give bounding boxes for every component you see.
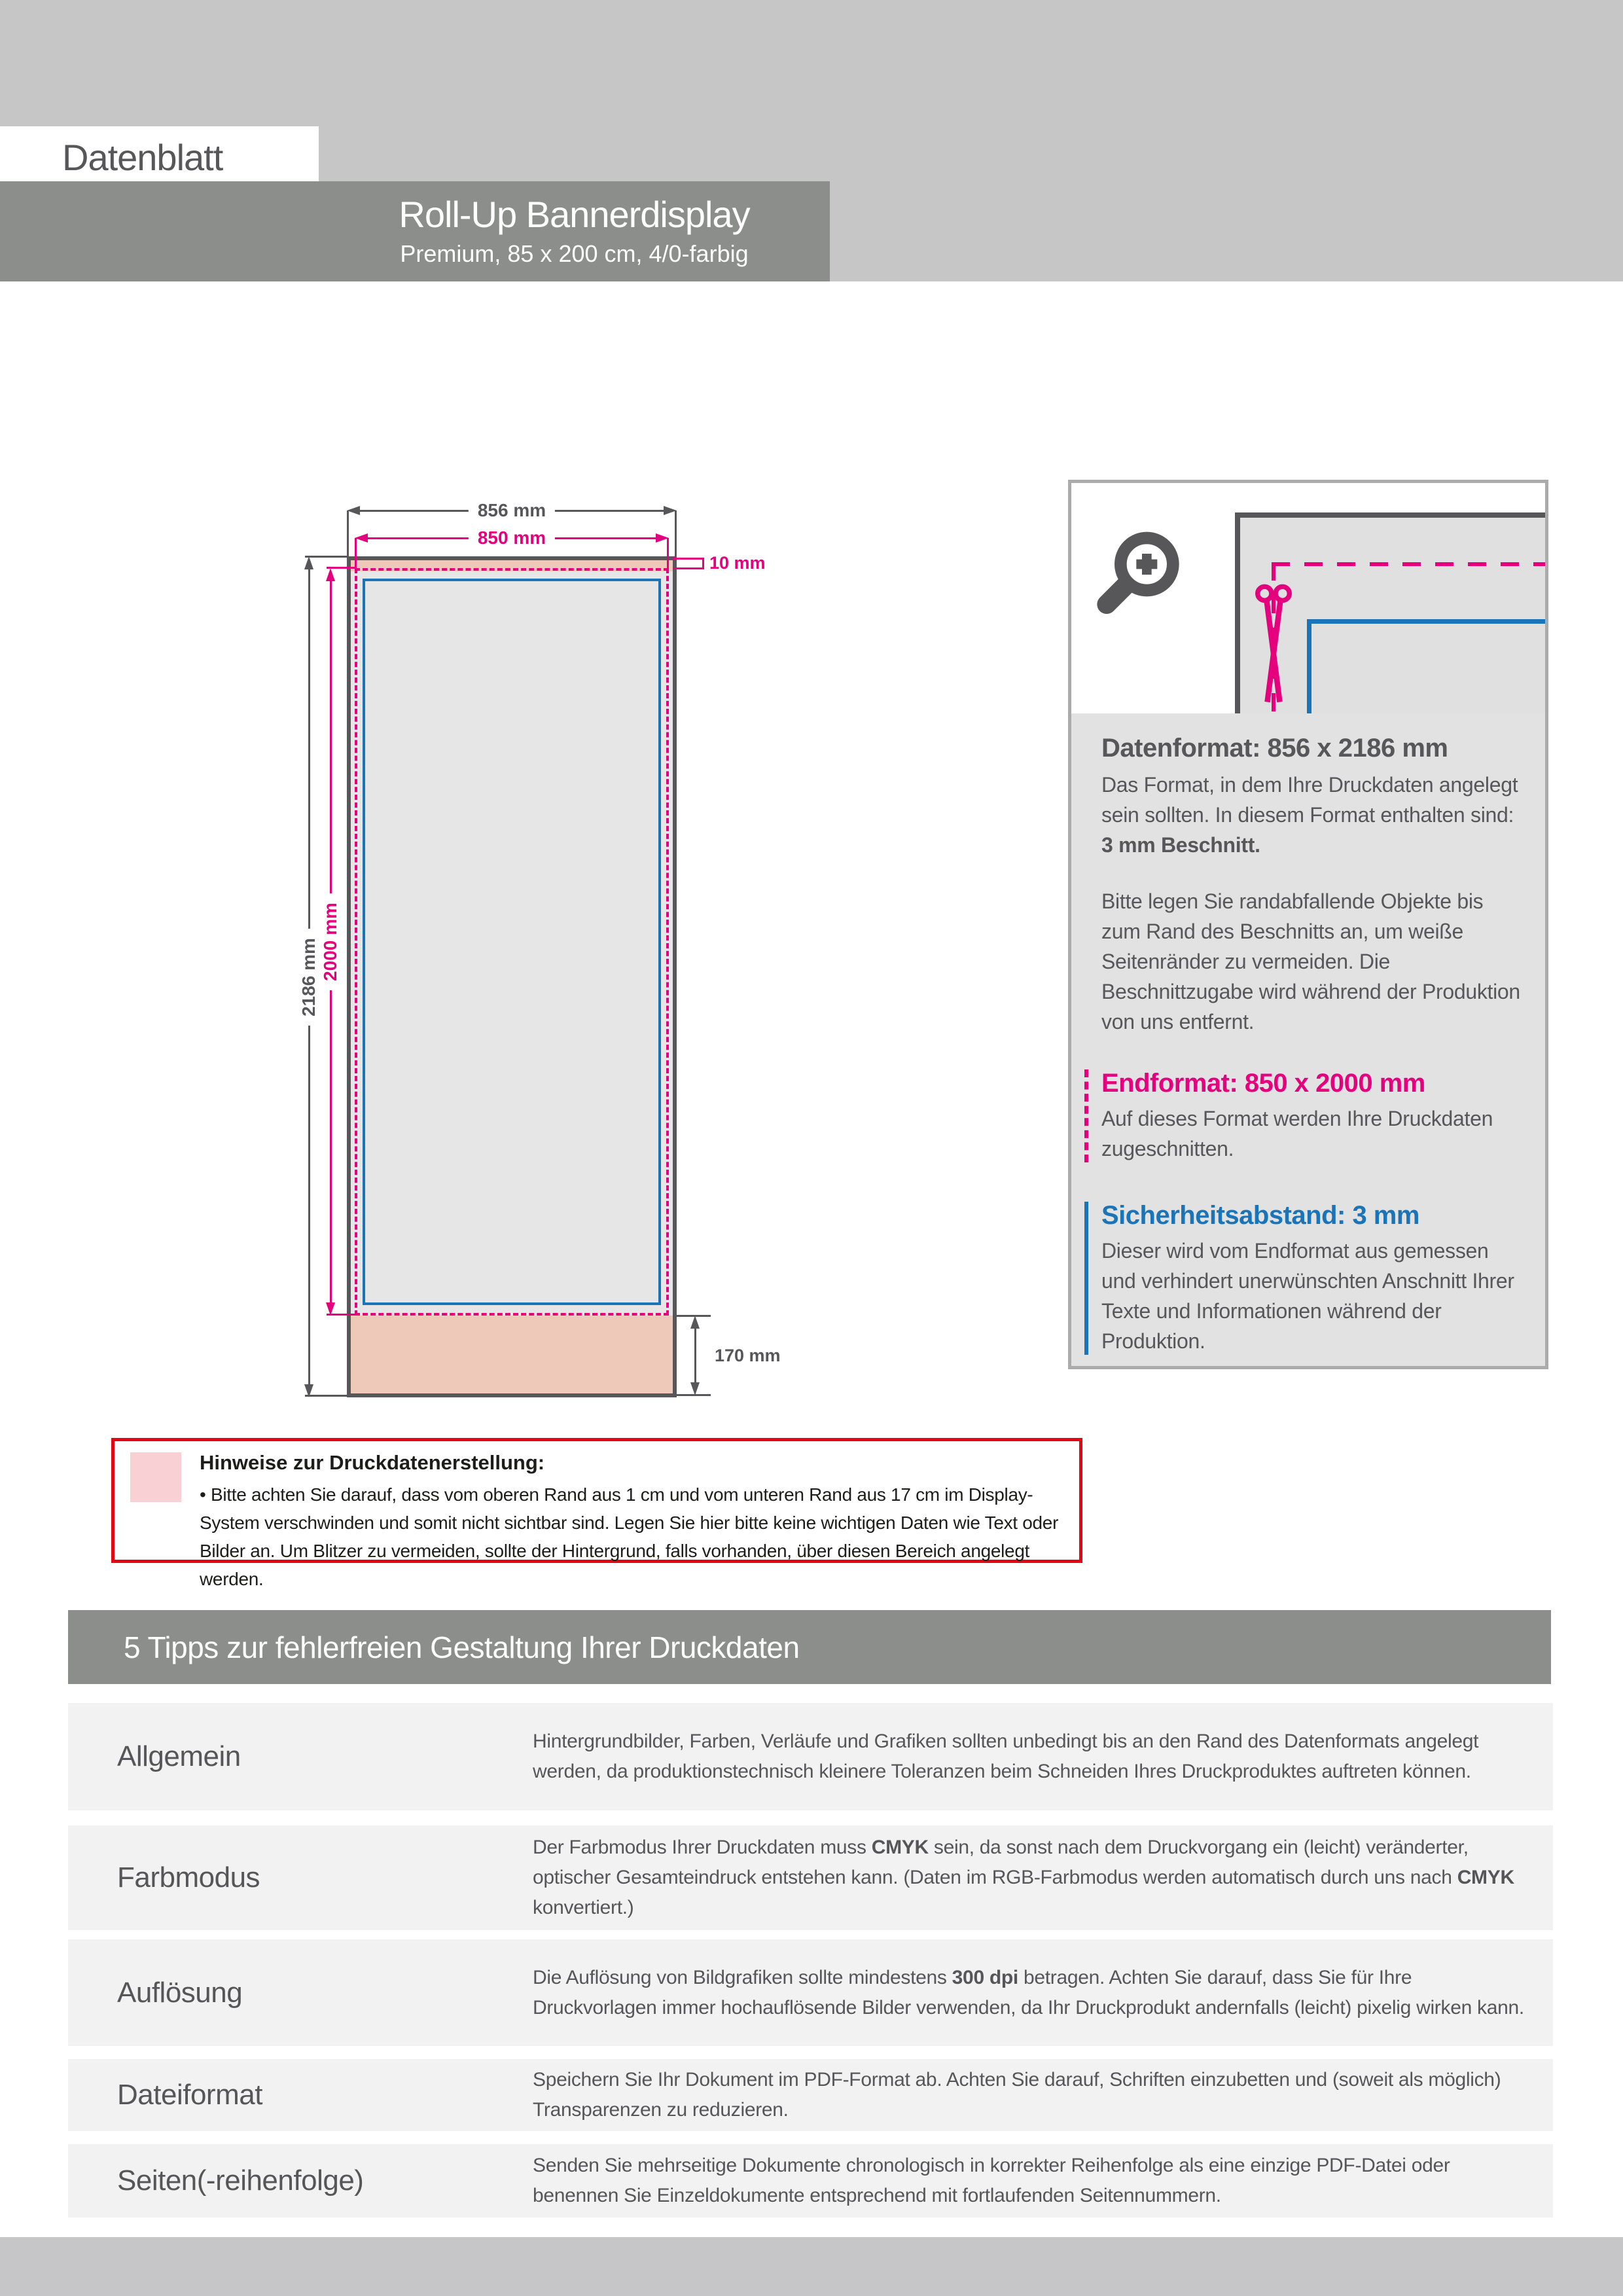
magnifier-icon <box>1091 522 1196 627</box>
tip-row-label: Dateiformat <box>117 2079 262 2111</box>
dim-extension-line <box>677 1315 711 1317</box>
sicherheitsabstand-heading: Sicherheitsabstand: 3 mm <box>1101 1201 1419 1230</box>
tip-row-label: Auflösung <box>117 1976 243 2009</box>
dim-extension-line <box>355 538 357 568</box>
dim-height-total <box>298 556 319 1397</box>
tip-row-allgemein <box>68 1703 1553 1810</box>
tip-row-body: Hintergrundbilder, Farben, Verläufe und Grafiken sollten unbedingt bis an den Rand des Datenformats angelegt werden, da produktionstechnisch kleinere Toleranzen beim Schneiden Ihres Druckproduktes auftreten können. <box>533 1731 1479 1782</box>
tip-row-label: Farbmodus <box>117 1861 260 1893</box>
dim-extension-line <box>677 1394 711 1396</box>
diagram-bottom-hidden-strip <box>351 1316 673 1393</box>
doc-label-box <box>0 126 319 188</box>
endformat-marker <box>1084 1069 1088 1162</box>
tip-row-body: Die Auflösung von Bildgrafiken sollte mindestens 300 dpi betragen. Achten Sie darauf, dass Sie für Ihre Druckvorlagen immer hochauflösende Bilder verwenden, da Ihr Druckprodukt andernfalls (leicht) pixelig wirken kann. <box>533 1966 1524 2018</box>
sicherheitsabstand-block <box>1101 1200 1520 1356</box>
dim-extension-line <box>305 1395 347 1397</box>
tip-row-body: Speichern Sie Ihr Dokument im PDF-Format ab. Achten Sie darauf, Schriften einzubetten und (soweit als möglich) Transparenzen zu reduzieren. <box>533 2069 1501 2121</box>
tips-header-bar <box>68 1610 1551 1684</box>
diagram-safety-rect <box>363 579 661 1305</box>
print-data-note-box <box>111 1438 1082 1589</box>
note-text <box>200 1450 1067 1593</box>
dim-width-final <box>355 528 669 548</box>
dim-top-hidden-bracket <box>673 567 704 569</box>
tip-row-label: Allgemein <box>117 1740 241 1772</box>
product-subtitle: Premium, 85 x 200 cm, 4/0-farbig <box>400 240 749 267</box>
footer-band <box>0 2237 1623 2296</box>
sicherheitsabstand-body: Dieser wird vom Endformat aus gemessen und verhindert unerwünschten Anschnitt Ihrer Texte und Informationen während der Produktion. <box>1101 1239 1514 1353</box>
dim-bottom-hidden-label: 170 mm <box>715 1346 781 1365</box>
tip-row-seitenreihenfolge <box>68 2144 1553 2217</box>
header-band-dark <box>0 181 830 281</box>
dim-height-total-label: 2186 mm <box>298 929 319 1026</box>
tip-row-label: Seiten(-reihenfolge) <box>117 2164 364 2197</box>
scissors-icon <box>1252 583 1295 708</box>
safety-line <box>1307 619 1545 624</box>
dim-bottom-hidden <box>690 1316 700 1395</box>
datenformat-heading: Datenformat: 856 x 2186 mm <box>1101 734 1448 762</box>
datenformat-body2: Bitte legen Sie randabfallende Objekte bis zum Rand des Beschnitts an, um weiße Seitenränder zu vermeiden. Die Beschnittzugabe wird während der Produktion von uns entfernt. <box>1101 889 1520 1033</box>
dim-top-hidden-bracket <box>702 558 704 569</box>
dim-extension-line <box>675 511 677 556</box>
sicherheitsabstand-marker <box>1084 1202 1088 1355</box>
safety-line <box>1307 619 1311 713</box>
cut-line-dashed <box>1272 562 1545 566</box>
header-title-group <box>319 181 830 281</box>
dim-width-total <box>347 500 677 520</box>
endformat-body: Auf dieses Format werden Ihre Druckdaten zugeschnitten. <box>1101 1107 1493 1160</box>
note-body: • Bitte achten Sie darauf, dass vom oberen Rand aus 1 cm und vom unteren Rand aus 17 cm im Display-System verschwinden und somit nicht sichtbar sind. Legen Sie hier bitte keine wichtigen Daten wie Text oder Bilder an. Um Blitzer zu vermeiden, sollte der Hintergrund, falls vorhanden, über diesen Bereich angelegt werden. <box>200 1484 1059 1589</box>
doc-label: Datenblatt <box>62 136 223 178</box>
dim-width-final-label: 850 mm <box>469 528 555 548</box>
info-column <box>1068 480 1548 1369</box>
dim-extension-line <box>327 567 355 569</box>
dim-extension-line <box>305 556 347 558</box>
endformat-block <box>1101 1068 1520 1164</box>
dim-width-total-label: 856 mm <box>469 500 555 521</box>
hidden-area-swatch <box>130 1452 181 1502</box>
tip-row-farbmodus <box>68 1825 1553 1930</box>
dim-height-final-label: 2000 mm <box>320 893 341 990</box>
dim-extension-line <box>327 1314 355 1316</box>
tip-row-dateiformat <box>68 2059 1553 2131</box>
dim-top-hidden-bracket <box>673 558 704 560</box>
dim-extension-line <box>347 511 349 556</box>
endformat-heading: Endformat: 850 x 2000 mm <box>1101 1069 1425 1098</box>
tip-row-aufloesung <box>68 1939 1553 2046</box>
dim-height-final <box>320 568 340 1316</box>
corner-detail-illustration <box>1235 512 1545 713</box>
format-info-panel <box>1071 713 1545 1366</box>
product-title: Roll-Up Bannerdisplay <box>399 193 750 235</box>
datenformat-body: Das Format, in dem Ihre Druckdaten angelegt sein sollten. In diesem Format enthalten sind: 3 mm Beschnitt. <box>1101 773 1518 857</box>
note-heading: Hinweise zur Druckdatenerstellung: <box>200 1451 545 1474</box>
tip-row-body: Der Farbmodus Ihrer Druckdaten muss CMYK sein, da sonst nach dem Druckvorgang ein (leicht) veränderter, optischer Gesamteindruck entstehen kann. (Daten im RGB-Farbmodus werden automatisch durch uns nach CMYK konvertiert.) <box>533 1837 1514 1918</box>
dim-top-hidden-label: 10 mm <box>709 553 766 573</box>
tip-row-body: Senden Sie mehrseitige Dokumente chronologisch in korrekter Reihenfolge als eine einzige PDF-Datei oder benennen Sie Einzeldokumente entsprechend mit fortlaufenden Seitennummern. <box>533 2155 1450 2206</box>
dim-extension-line <box>667 538 669 568</box>
datenformat-block <box>1101 733 1520 1037</box>
tips-header: 5 Tipps zur fehlerfreien Gestaltung Ihrer Druckdaten <box>124 1630 800 1664</box>
